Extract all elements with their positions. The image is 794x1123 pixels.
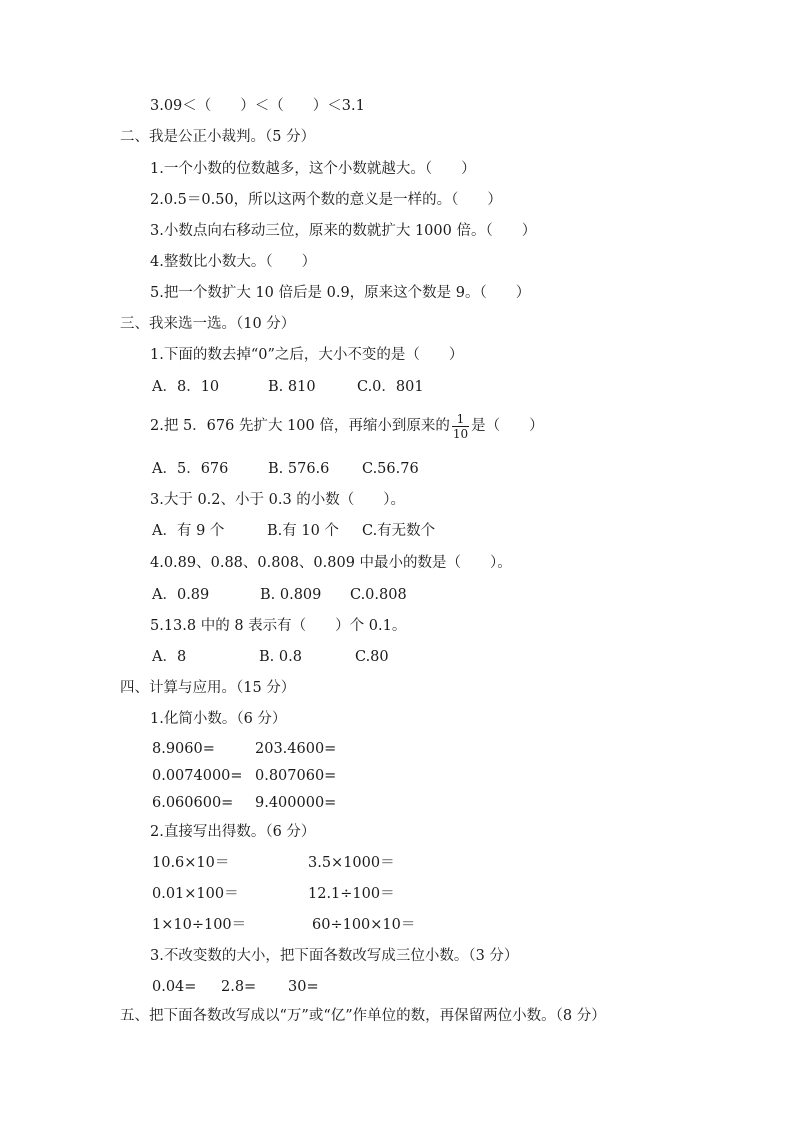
- question-line: 3.不改变数的大小，把下面各数改写成三位小数。（3 分）: [150, 948, 519, 964]
- option-b: B.有 10 个: [267, 523, 339, 539]
- question-line: 3.大于 0.2、小于 0.3 的小数（ ）。: [150, 492, 406, 508]
- option-c: C.80: [355, 649, 389, 665]
- option-a: A．8．10: [152, 379, 220, 395]
- exercise-item: 2.8=: [221, 979, 257, 995]
- exercise-item: 0.04=: [152, 979, 197, 995]
- question-line: 5.把一个数扩大 10 倍后是 0.9，原来这个数是 9。（ ）: [150, 285, 531, 301]
- question-line: 1.化简小数。（6 分）: [150, 711, 287, 727]
- fraction-numerator: 1: [456, 411, 465, 426]
- option-c: C.0．801: [357, 379, 424, 395]
- exercise-item: 8.9060=: [152, 741, 215, 757]
- question-line: 4.0.89、0.88、0.808、0.809 中最小的数是（ ）。: [150, 555, 512, 571]
- exercise-item: 0.807060=: [255, 768, 337, 784]
- option-c: C.有无数个: [362, 523, 436, 539]
- question-line: 5.13.8 中的 8 表示有（ ）个 0.1。: [150, 618, 407, 634]
- option-c: C.56.76: [362, 461, 419, 477]
- exercise-item: 10.6×10＝: [152, 855, 230, 871]
- question-line: 2.0.5＝0.50，所以这两个数的意义是一样的。（ ）: [150, 192, 502, 208]
- exercise-item: 3.5×1000＝: [308, 855, 395, 871]
- question-text: 是（ ）: [471, 418, 544, 434]
- exercise-item: 0.0074000=: [152, 768, 243, 784]
- section-heading-3: 三、我来选一选。（10 分）: [120, 316, 296, 332]
- option-a: A．8: [152, 649, 187, 665]
- fraction-denominator: 10: [452, 426, 469, 441]
- question-line: 1.下面的数去掉“0”之后，大小不变的是（ ）: [150, 347, 464, 363]
- exercise-item: 6.060600=: [152, 795, 234, 811]
- option-a: A．0.89: [152, 587, 210, 603]
- question-line: 2.直接写出得数。（6 分）: [150, 824, 316, 840]
- question-line-fraction: [150, 408, 544, 444]
- option-a: A．5．676: [152, 461, 229, 477]
- exercise-item: 12.1÷100＝: [308, 886, 395, 902]
- option-a: A．有 9 个: [152, 523, 225, 539]
- section-heading-4: 四、计算与应用。（15 分）: [120, 680, 296, 696]
- question-line: 4.整数比小数大。（ ）: [150, 254, 317, 270]
- question-text: 2.把 5．676 先扩大 100 倍，再缩小到原来的: [150, 418, 450, 434]
- exercise-item: 60÷100×10＝: [312, 917, 416, 933]
- option-b: B. 0.8: [259, 649, 302, 665]
- exercise-item: 30=: [288, 979, 319, 995]
- section-heading-5: 五、把下面各数改写成以“万”或“亿”作单位的数，再保留两位小数。（8 分）: [120, 1008, 606, 1024]
- section-heading-2: 二、我是公正小裁判。（5 分）: [120, 129, 316, 145]
- exercise-item: 0.01×100＝: [152, 886, 239, 902]
- option-b: B. 810: [268, 379, 316, 395]
- option-b: B. 576.6: [268, 461, 330, 477]
- exercise-item: 9.400000=: [255, 795, 337, 811]
- question-line: 3.小数点向右移动三位，原来的数就扩大 1000 倍。（ ）: [150, 223, 537, 239]
- question-line: 1.一个小数的位数越多，这个小数就越大。（ ）: [150, 161, 476, 177]
- exercise-item: 1×10÷100＝: [152, 917, 247, 933]
- option-c: C.0.808: [350, 587, 407, 603]
- option-b: B. 0.809: [260, 587, 322, 603]
- fill-blank-line: 3.09＜（ ）＜（ ）＜3.1: [150, 98, 365, 114]
- fraction: [452, 412, 469, 441]
- exercise-item: 203.4600=: [255, 741, 337, 757]
